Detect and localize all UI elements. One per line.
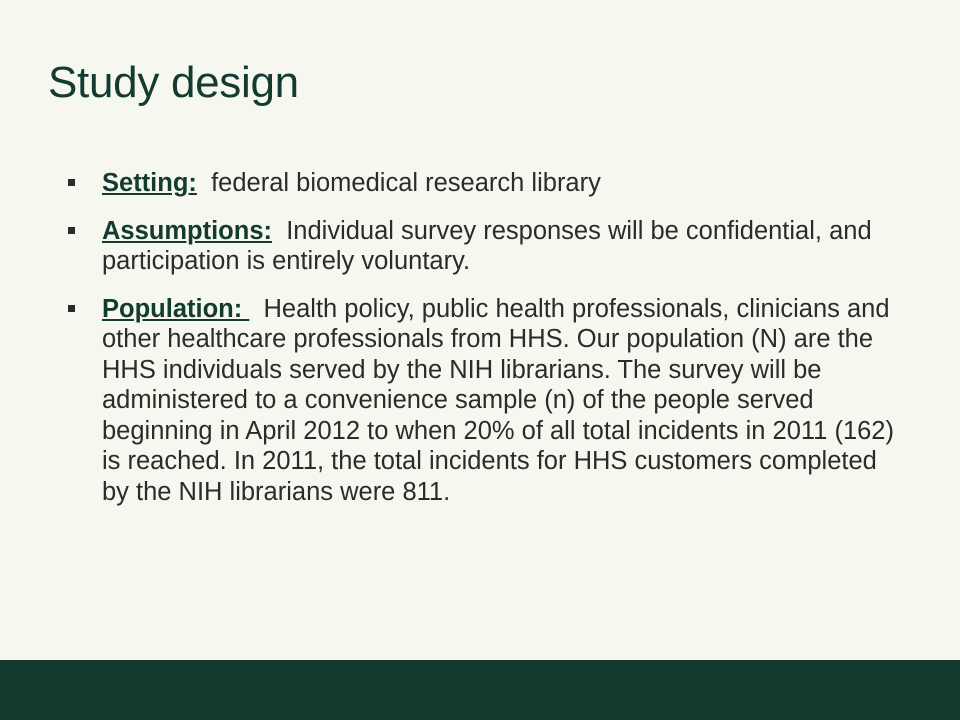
bullet-label: Population: [102, 294, 250, 323]
bullet-text: federal biomedical research library [211, 169, 601, 197]
square-bullet-icon [68, 305, 75, 312]
bullet-label: Setting: [102, 169, 197, 197]
square-bullet-icon [68, 227, 75, 234]
footer-bar [0, 660, 960, 720]
bullet-assumptions [68, 216, 908, 277]
bullet-setting [68, 168, 908, 199]
square-bullet-icon [68, 179, 75, 186]
bullet-list [68, 168, 908, 524]
bullet-text: Health policy, public health professionals, clinicians and other healthcare professionals from HHS. Our population (N) are the HHS individuals served by the NIH librarians. The survey will be administered to a convenience sample (n) of the people served beginning in April 2012 to when 20% of all total incidents in 2011 (162) is reached. In 2011, the total incidents for HHS customers completed by the NIH librarians were 811. [102, 294, 894, 506]
slide-title: Study design [48, 58, 299, 107]
bullet-population [68, 294, 908, 508]
bullet-text: Individual survey responses will be confidential, and participation is entirely voluntary. [102, 216, 872, 275]
bullet-label: Assumptions: [102, 216, 273, 245]
